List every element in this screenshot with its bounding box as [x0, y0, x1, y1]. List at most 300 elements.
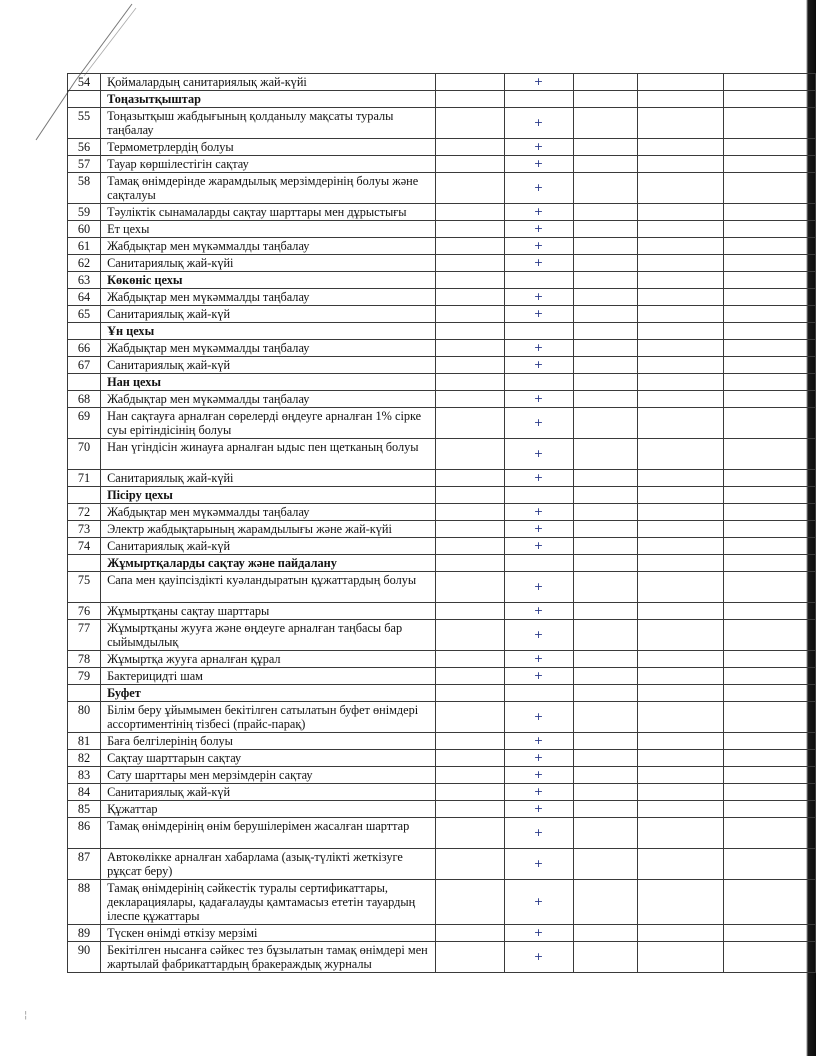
checklist-row [68, 306, 816, 323]
row-number: 65 [68, 306, 101, 323]
empty-cell [435, 784, 504, 801]
empty-cell [573, 733, 638, 750]
empty-cell [638, 357, 724, 374]
empty-cell [638, 651, 724, 668]
checklist-row [68, 620, 816, 651]
check-mark: + [504, 156, 573, 173]
empty-cell [573, 668, 638, 685]
check-mark: + [504, 74, 573, 91]
checklist-row [68, 603, 816, 620]
criterion-text: Автокөлікке арналған хабарлама (азық-түлікті жеткізуге рұқсат беру) [101, 849, 436, 880]
check-mark: + [504, 221, 573, 238]
criterion-text: Нан үгіндісін жинауға арналған ыдыс пен щетканың болуы [101, 439, 436, 470]
empty-cell [435, 880, 504, 925]
empty-cell [573, 702, 638, 733]
empty-cell [573, 849, 638, 880]
empty-cell [573, 538, 638, 555]
empty-cell [723, 849, 815, 880]
criterion-text: Тамақ өнімдерінің сәйкестік туралы сертификаттары, декларациялары, қадағалауды қамтамасыз ететін тауардың ілеспе құжаттары [101, 880, 436, 925]
empty-cell [435, 849, 504, 880]
empty-cell [638, 942, 724, 973]
check-mark: + [504, 108, 573, 139]
empty-cell [723, 668, 815, 685]
empty-cell [638, 603, 724, 620]
empty-cell [573, 603, 638, 620]
check-mark: + [504, 620, 573, 651]
check-mark: + [504, 572, 573, 603]
check-mark [504, 323, 573, 340]
criterion-text: Санитариялық жай-күйі [101, 255, 436, 272]
empty-cell [723, 204, 815, 221]
row-number: 56 [68, 139, 101, 156]
empty-cell [435, 357, 504, 374]
empty-cell [723, 357, 815, 374]
checklist-row [68, 408, 816, 439]
criterion-text: Жұмыртқа жууға арналған құрал [101, 651, 436, 668]
empty-cell [435, 603, 504, 620]
checklist-row [68, 221, 816, 238]
checklist-row [68, 801, 816, 818]
criterion-text: Жұмыртқаны сақтау шарттары [101, 603, 436, 620]
check-mark: + [504, 238, 573, 255]
empty-cell [723, 925, 815, 942]
checklist-row [68, 668, 816, 685]
row-number: 66 [68, 340, 101, 357]
checklist-table [67, 73, 816, 973]
empty-cell [723, 521, 815, 538]
empty-cell [435, 470, 504, 487]
checklist-row [68, 340, 816, 357]
section-header-row [68, 374, 816, 391]
section-header-row [68, 685, 816, 702]
empty-cell [435, 925, 504, 942]
empty-cell [723, 603, 815, 620]
check-mark: + [504, 733, 573, 750]
empty-cell [638, 374, 724, 391]
check-mark [504, 91, 573, 108]
empty-cell [638, 204, 724, 221]
empty-cell [723, 374, 815, 391]
empty-cell [723, 91, 815, 108]
checklist-row [68, 391, 816, 408]
row-number [68, 374, 101, 391]
row-number: 84 [68, 784, 101, 801]
empty-cell [573, 374, 638, 391]
empty-cell [573, 91, 638, 108]
empty-cell [573, 340, 638, 357]
empty-cell [723, 408, 815, 439]
empty-cell [723, 323, 815, 340]
checklist-row [68, 255, 816, 272]
empty-cell [723, 391, 815, 408]
empty-cell [435, 391, 504, 408]
empty-cell [573, 255, 638, 272]
checklist-row [68, 173, 816, 204]
empty-cell [723, 272, 815, 289]
row-number [68, 685, 101, 702]
section-header-row [68, 272, 816, 289]
empty-cell [638, 555, 724, 572]
empty-cell [723, 818, 815, 849]
row-number: 77 [68, 620, 101, 651]
empty-cell [435, 408, 504, 439]
empty-cell [638, 801, 724, 818]
empty-cell [638, 538, 724, 555]
row-number: 64 [68, 289, 101, 306]
empty-cell [723, 750, 815, 767]
checklist-row [68, 504, 816, 521]
empty-cell [435, 685, 504, 702]
empty-cell [573, 818, 638, 849]
empty-cell [638, 487, 724, 504]
check-mark: + [504, 538, 573, 555]
empty-cell [638, 255, 724, 272]
empty-cell [723, 555, 815, 572]
check-mark: + [504, 668, 573, 685]
margin-tick: ¦ [24, 1010, 28, 1021]
empty-cell [638, 340, 724, 357]
checklist-row [68, 156, 816, 173]
empty-cell [573, 801, 638, 818]
row-number: 86 [68, 818, 101, 849]
empty-cell [638, 784, 724, 801]
empty-cell [573, 204, 638, 221]
checklist-row [68, 572, 816, 603]
row-number: 80 [68, 702, 101, 733]
row-number [68, 91, 101, 108]
empty-cell [638, 156, 724, 173]
empty-cell [573, 685, 638, 702]
empty-cell [723, 74, 815, 91]
empty-cell [638, 74, 724, 91]
checklist-row [68, 538, 816, 555]
row-number: 55 [68, 108, 101, 139]
empty-cell [573, 439, 638, 470]
empty-cell [723, 880, 815, 925]
row-number: 62 [68, 255, 101, 272]
check-mark [504, 272, 573, 289]
checklist-row [68, 942, 816, 973]
checklist-row [68, 733, 816, 750]
empty-cell [638, 272, 724, 289]
criterion-text: Сақтау шарттарын сақтау [101, 750, 436, 767]
row-number: 85 [68, 801, 101, 818]
empty-cell [638, 108, 724, 139]
criterion-text: Ет цехы [101, 221, 436, 238]
criterion-text: Қоймалардың санитариялық жай-күйі [101, 74, 436, 91]
empty-cell [638, 221, 724, 238]
check-mark: + [504, 139, 573, 156]
checklist-row [68, 784, 816, 801]
empty-cell [435, 801, 504, 818]
criterion-text: Тауар көршілестігін сақтау [101, 156, 436, 173]
empty-cell [435, 487, 504, 504]
criterion-text: Нан сақтауға арналған сөрелерді өңдеуге арналған 1% сірке суы ерітіндісінің болуы [101, 408, 436, 439]
empty-cell [723, 289, 815, 306]
empty-cell [638, 408, 724, 439]
empty-cell [723, 504, 815, 521]
criterion-text: Бактерицидті шам [101, 668, 436, 685]
row-number: 76 [68, 603, 101, 620]
check-mark: + [504, 255, 573, 272]
check-mark: + [504, 504, 573, 521]
empty-cell [435, 74, 504, 91]
empty-cell [723, 139, 815, 156]
empty-cell [573, 767, 638, 784]
empty-cell [723, 470, 815, 487]
empty-cell [723, 767, 815, 784]
empty-cell [435, 374, 504, 391]
row-number: 60 [68, 221, 101, 238]
empty-cell [435, 702, 504, 733]
empty-cell [573, 504, 638, 521]
section-title: Көкөніс цехы [101, 272, 436, 289]
empty-cell [723, 439, 815, 470]
empty-cell [435, 139, 504, 156]
row-number: 79 [68, 668, 101, 685]
empty-cell [723, 538, 815, 555]
check-mark: + [504, 849, 573, 880]
empty-cell [573, 925, 638, 942]
empty-cell [723, 221, 815, 238]
empty-cell [573, 173, 638, 204]
empty-cell [435, 538, 504, 555]
row-number: 90 [68, 942, 101, 973]
empty-cell [638, 767, 724, 784]
empty-cell [723, 801, 815, 818]
checklist-row [68, 849, 816, 880]
checklist-row [68, 139, 816, 156]
empty-cell [573, 408, 638, 439]
criterion-text: Жабдықтар мен мүкәммалды таңбалау [101, 391, 436, 408]
empty-cell [638, 620, 724, 651]
section-title: Пісіру цехы [101, 487, 436, 504]
empty-cell [435, 108, 504, 139]
empty-cell [573, 470, 638, 487]
empty-cell [723, 340, 815, 357]
empty-cell [723, 702, 815, 733]
empty-cell [723, 733, 815, 750]
empty-cell [638, 470, 724, 487]
row-number [68, 555, 101, 572]
row-number [68, 487, 101, 504]
criterion-text: Санитариялық жай-күйі [101, 470, 436, 487]
empty-cell [435, 555, 504, 572]
empty-cell [638, 306, 724, 323]
empty-cell [638, 818, 724, 849]
check-mark: + [504, 521, 573, 538]
section-header-row [68, 555, 816, 572]
empty-cell [723, 108, 815, 139]
empty-cell [638, 439, 724, 470]
empty-cell [638, 685, 724, 702]
empty-cell [723, 156, 815, 173]
empty-cell [435, 340, 504, 357]
row-number: 63 [68, 272, 101, 289]
row-number: 61 [68, 238, 101, 255]
checklist-row [68, 521, 816, 538]
empty-cell [723, 620, 815, 651]
criterion-text: Санитариялық жай-күй [101, 306, 436, 323]
empty-cell [435, 91, 504, 108]
empty-cell [573, 156, 638, 173]
empty-cell [435, 651, 504, 668]
empty-cell [573, 942, 638, 973]
checklist-row [68, 470, 816, 487]
check-mark: + [504, 603, 573, 620]
criterion-text: Баға белгілерінің болуы [101, 733, 436, 750]
empty-cell [435, 439, 504, 470]
check-mark [504, 555, 573, 572]
empty-cell [723, 572, 815, 603]
empty-cell [723, 255, 815, 272]
criterion-text: Тәуліктік сынамаларды сақтау шарттары мен дұрыстығы [101, 204, 436, 221]
empty-cell [573, 289, 638, 306]
row-number: 58 [68, 173, 101, 204]
empty-cell [638, 91, 724, 108]
check-mark: + [504, 204, 573, 221]
row-number: 59 [68, 204, 101, 221]
empty-cell [638, 880, 724, 925]
checklist-row [68, 767, 816, 784]
empty-cell [638, 139, 724, 156]
empty-cell [573, 74, 638, 91]
row-number [68, 323, 101, 340]
empty-cell [638, 849, 724, 880]
criterion-text: Жабдықтар мен мүкәммалды таңбалау [101, 289, 436, 306]
check-mark: + [504, 391, 573, 408]
empty-cell [573, 651, 638, 668]
check-mark [504, 685, 573, 702]
empty-cell [573, 880, 638, 925]
row-number: 54 [68, 74, 101, 91]
check-mark: + [504, 702, 573, 733]
row-number: 68 [68, 391, 101, 408]
check-mark: + [504, 408, 573, 439]
row-number: 83 [68, 767, 101, 784]
checklist-row [68, 238, 816, 255]
empty-cell [723, 784, 815, 801]
empty-cell [573, 323, 638, 340]
row-number: 78 [68, 651, 101, 668]
row-number: 67 [68, 357, 101, 374]
empty-cell [573, 357, 638, 374]
criterion-text: Санитариялық жай-күй [101, 784, 436, 801]
section-title: Нан цехы [101, 374, 436, 391]
checklist-row [68, 750, 816, 767]
empty-cell [723, 685, 815, 702]
empty-cell [435, 156, 504, 173]
row-number: 82 [68, 750, 101, 767]
check-mark [504, 374, 573, 391]
empty-cell [573, 238, 638, 255]
empty-cell [638, 733, 724, 750]
empty-cell [435, 733, 504, 750]
row-number: 73 [68, 521, 101, 538]
check-mark: + [504, 818, 573, 849]
empty-cell [435, 204, 504, 221]
empty-cell [638, 391, 724, 408]
empty-cell [638, 289, 724, 306]
empty-cell [573, 572, 638, 603]
criterion-text: Бекітілген нысанға сәйкес тез бұзылатын тамақ өнімдері мен жартылай фабрикаттардың бракераждық журналы [101, 942, 436, 973]
empty-cell [723, 238, 815, 255]
criterion-text: Санитариялық жай-күй [101, 538, 436, 555]
empty-cell [723, 651, 815, 668]
empty-cell [435, 272, 504, 289]
checklist-row [68, 289, 816, 306]
section-title: Ұн цехы [101, 323, 436, 340]
criterion-text: Тамақ өнімдерінде жарамдылық мерзімдерінің болуы және сақталуы [101, 173, 436, 204]
empty-cell [435, 767, 504, 784]
criterion-text: Білім беру ұйымымен бекітілген сатылатын буфет өнімдері ассортиментінің тізбесі (прайс-парақ) [101, 702, 436, 733]
empty-cell [723, 487, 815, 504]
row-number: 69 [68, 408, 101, 439]
empty-cell [573, 784, 638, 801]
check-mark: + [504, 767, 573, 784]
section-title: Жұмыртқаларды сақтау және пайдалану [101, 555, 436, 572]
section-title: Тоңазытқыштар [101, 91, 436, 108]
check-mark: + [504, 750, 573, 767]
empty-cell [435, 173, 504, 204]
empty-cell [435, 942, 504, 973]
row-number: 72 [68, 504, 101, 521]
empty-cell [435, 750, 504, 767]
checklist-row [68, 357, 816, 374]
checklist-row [68, 439, 816, 470]
check-mark: + [504, 942, 573, 973]
empty-cell [435, 221, 504, 238]
empty-cell [573, 487, 638, 504]
empty-cell [435, 668, 504, 685]
check-mark: + [504, 340, 573, 357]
row-number: 75 [68, 572, 101, 603]
checklist-row [68, 108, 816, 139]
row-number: 87 [68, 849, 101, 880]
empty-cell [435, 238, 504, 255]
criterion-text: Тоңазытқыш жабдығының қолданылу мақсаты туралы таңбалау [101, 108, 436, 139]
empty-cell [638, 238, 724, 255]
empty-cell [723, 942, 815, 973]
empty-cell [638, 323, 724, 340]
criterion-text: Жабдықтар мен мүкәммалды таңбалау [101, 340, 436, 357]
criterion-text: Сату шарттары мен мерзімдерін сақтау [101, 767, 436, 784]
checklist-row [68, 74, 816, 91]
check-mark: + [504, 784, 573, 801]
empty-cell [638, 504, 724, 521]
criterion-text: Жұмыртқаны жууға және өңдеуге арналған таңбасы бар сыйымдылық [101, 620, 436, 651]
check-mark: + [504, 173, 573, 204]
empty-cell [573, 620, 638, 651]
check-mark [504, 487, 573, 504]
empty-cell [435, 504, 504, 521]
empty-cell [435, 323, 504, 340]
empty-cell [435, 620, 504, 651]
check-mark: + [504, 651, 573, 668]
check-mark: + [504, 289, 573, 306]
row-number: 70 [68, 439, 101, 470]
checklist-row [68, 702, 816, 733]
criterion-text: Термометрлердің болуы [101, 139, 436, 156]
section-header-row [68, 487, 816, 504]
empty-cell [573, 272, 638, 289]
criterion-text: Электр жабдықтарының жарамдылығы және жай-күйі [101, 521, 436, 538]
criterion-text: Санитариялық жай-күй [101, 357, 436, 374]
section-header-row [68, 323, 816, 340]
criterion-text: Құжаттар [101, 801, 436, 818]
empty-cell [435, 306, 504, 323]
row-number: 57 [68, 156, 101, 173]
